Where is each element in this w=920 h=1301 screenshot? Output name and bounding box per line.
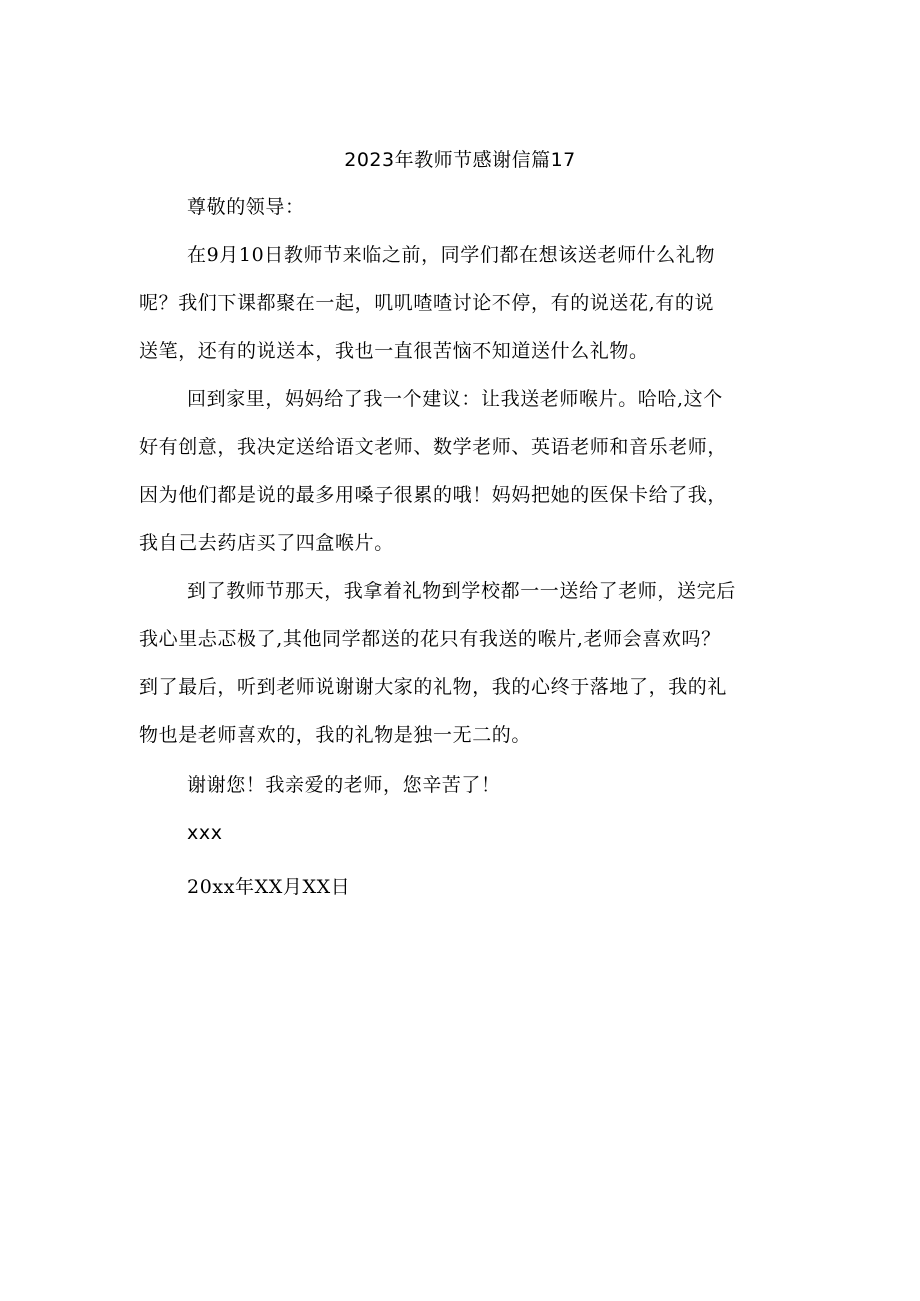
paragraph-1-line-2: 呢？我们下课都聚在一起，叽叽喳喳讨论不停，有的说送花,有的说	[139, 292, 715, 314]
paragraph-2-line-3: 因为他们都是说的最多用嗓子很累的哦！妈妈把她的医保卡给了我，	[139, 484, 728, 506]
paragraph-3-line-3: 到了最后，听到老师说谢谢大家的礼物，我的心终于落地了，我的礼	[139, 676, 728, 698]
date-line: 20xx年XX月XX日	[187, 876, 351, 898]
paragraph-3-line-2: 我心里忐忑极了,其他同学都送的花只有我送的喉片,老师会喜欢吗？	[139, 628, 721, 650]
signature: xxx	[187, 822, 223, 844]
closing-line: 谢谢您！我亲爱的老师，您辛苦了！	[187, 774, 501, 796]
paragraph-2-line-2: 好有创意，我决定送给语文老师、数学老师、英语老师和音乐老师，	[139, 436, 728, 458]
document-title: 2023年教师节感谢信篇17	[344, 149, 576, 171]
paragraph-3-line-4: 物也是老师喜欢的，我的礼物是独一无二的。	[139, 724, 532, 746]
paragraph-1-line-3: 送笔，还有的说送本，我也一直很苦恼不知道送什么礼物。	[139, 340, 649, 362]
paragraph-2-line-1: 回到家里，妈妈给了我一个建议：让我送老师喉片。哈哈,这个	[187, 388, 723, 410]
paragraph-3-line-1: 到了教师节那天，我拿着礼物到学校都一一送给了老师，送完后	[187, 580, 736, 602]
paragraph-1-line-1: 在9月10日教师节来临之前，同学们都在想该送老师什么礼物	[187, 244, 716, 266]
paragraph-2-line-4: 我自己去药店买了四盒喉片。	[139, 532, 394, 554]
salutation: 尊敬的领导：	[187, 196, 305, 218]
